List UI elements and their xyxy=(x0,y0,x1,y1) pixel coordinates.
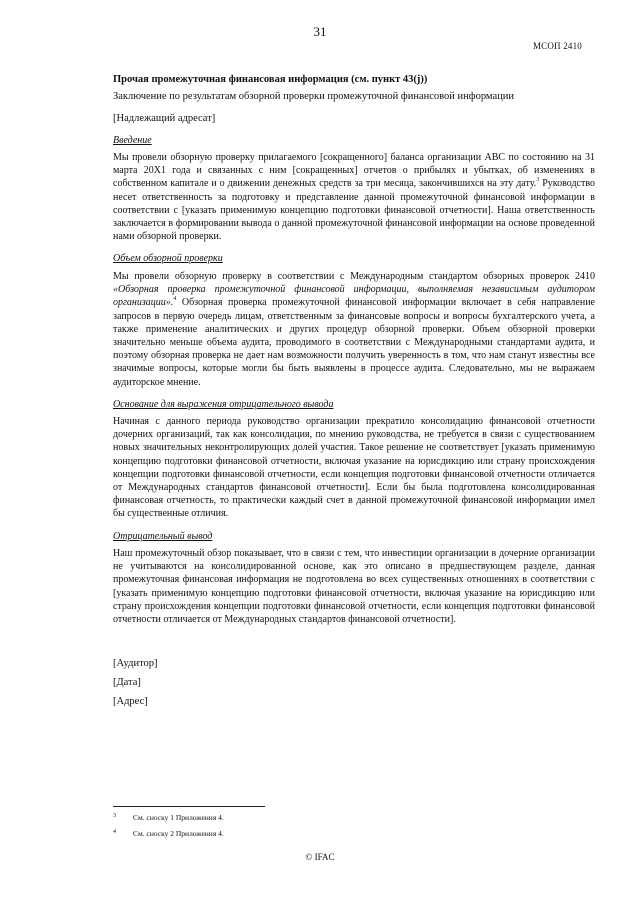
addressee: [Надлежащий адресат] xyxy=(113,113,216,124)
footnote-text: См. сноску 1 Приложения 4. xyxy=(133,813,224,822)
section-heading-scope: Объем обзорной проверки xyxy=(113,253,223,264)
footnote-4 xyxy=(113,829,224,838)
scope-text-b: Обзорная проверка промежуточной финансовой информации включает в себя направление запросов в первую очередь лицам, ответственным за финансовые вопросы и вопросы бухгалтерского учета, а также применение аналитических и других процедур обзорной проверки. Объем обзорной проверки значительно меньше объема аудита, проводимого в соответствии с Международными стандартами аудита, и поэтому обзорная проверка не дает нам возможности получить уверенность в том, что нам станут известны все значимые вопросы, которые могли бы быть выявлены в процессе аудита. Следовательно, мы не выражаем аудиторское мнение. xyxy=(113,297,596,388)
scope-paragraph xyxy=(113,270,595,389)
section-heading-intro: Введение xyxy=(113,135,152,146)
footnote-mark: 4 xyxy=(113,829,116,835)
auditor-placeholder: [Аудитор] xyxy=(113,658,158,669)
footnote-3 xyxy=(113,813,224,822)
page-number: 31 xyxy=(313,24,327,39)
scope-standard-title: «Обзорная проверка промежуточной финансовой информации, выполняемая независимым аудитором организации». xyxy=(113,284,595,309)
intro-text-2: Руководство несет ответственность за подготовку и представление данной промежуточной финансовой информации в соответствии с [указать применимую концепцию подготовки финансовой отчетности]. Наша ответственность заключается в формировании вывода о данной промежуточной финансовой информации на основе проведенной нами обзорной проверки. xyxy=(113,178,596,243)
footnote-ref-4: 4 xyxy=(173,296,177,303)
footnote-ref-3: 3 xyxy=(536,177,540,184)
document-title: Прочая промежуточная финансовая информация (см. пункт 43(j)) xyxy=(113,74,428,85)
footnote-divider xyxy=(113,806,265,807)
copyright-footer: © IFAC xyxy=(305,852,335,862)
scope-text-a: Мы провели обзорную проверку в соответствии с Международным стандартом обзорных проверок 2410 xyxy=(113,271,595,282)
footnote-mark: 3 xyxy=(113,813,116,819)
standard-code: МСОП 2410 xyxy=(532,41,582,51)
date-placeholder: [Дата] xyxy=(113,677,141,688)
conclusion-paragraph: Наш промежуточный обзор показывает, что в связи с тем, что инвестиции организации в дочерние организации не учитываются на консолидированной основе, как это описано в предшествующем разделе, данная промежуточная финансовая информация не подготовлена во всех существенных отношениях в соответствии с [указать применимую концепцию подготовки финансовой отчетности, включая указание на юрисдикцию или страну происхождения концепции подготовки финансовой отчетности, если концепция подготовки финансовой отчетности отличается от Международных стандартов финансовой отчетности]. xyxy=(113,548,595,626)
section-heading-basis: Основание для выражения отрицательного вывода xyxy=(113,399,334,410)
section-heading-conclusion: Отрицательный вывод xyxy=(113,531,213,542)
intro-paragraph xyxy=(113,151,595,243)
footnote-text: См. сноску 2 Приложения 4. xyxy=(133,829,224,838)
basis-paragraph: Начиная с данного периода руководство организации прекратило консолидацию финансовой отчетности дочерних организаций, так как консолидация, по мнению руководства, не требуется в связи с существованием новых значительных неконтролирующих долей участия. Такое решение не соответствует [указать применимую концепцию подготовки финансовой отчетности, включая указание на юрисдикцию или страну происхождения концепции подготовки финансовой отчетности, если концепция подготовки финансовой отчетности отличается от Международных стандартов финансовой отчетности]. Если бы была подготовлена консолидированная финансовая отчетность, то практически каждый счет в данной промежуточной финансовой информации имел бы существенные отличия. xyxy=(113,416,595,520)
intro-text-1: Мы провели обзорную проверку прилагаемого [сокращенного] баланса организации ABC по состоянию на 31 марта 20X1 года и связанных с ним [сокращенных] отчетов о прибылях и убытках, об изменениях в собственном капитале и о движении денежных средств за три месяца, закончившихся на эту дату. xyxy=(113,152,595,190)
report-title: Заключение по результатам обзорной проверки промежуточной финансовой информации xyxy=(113,91,514,102)
address-placeholder: [Адрес] xyxy=(113,696,148,707)
